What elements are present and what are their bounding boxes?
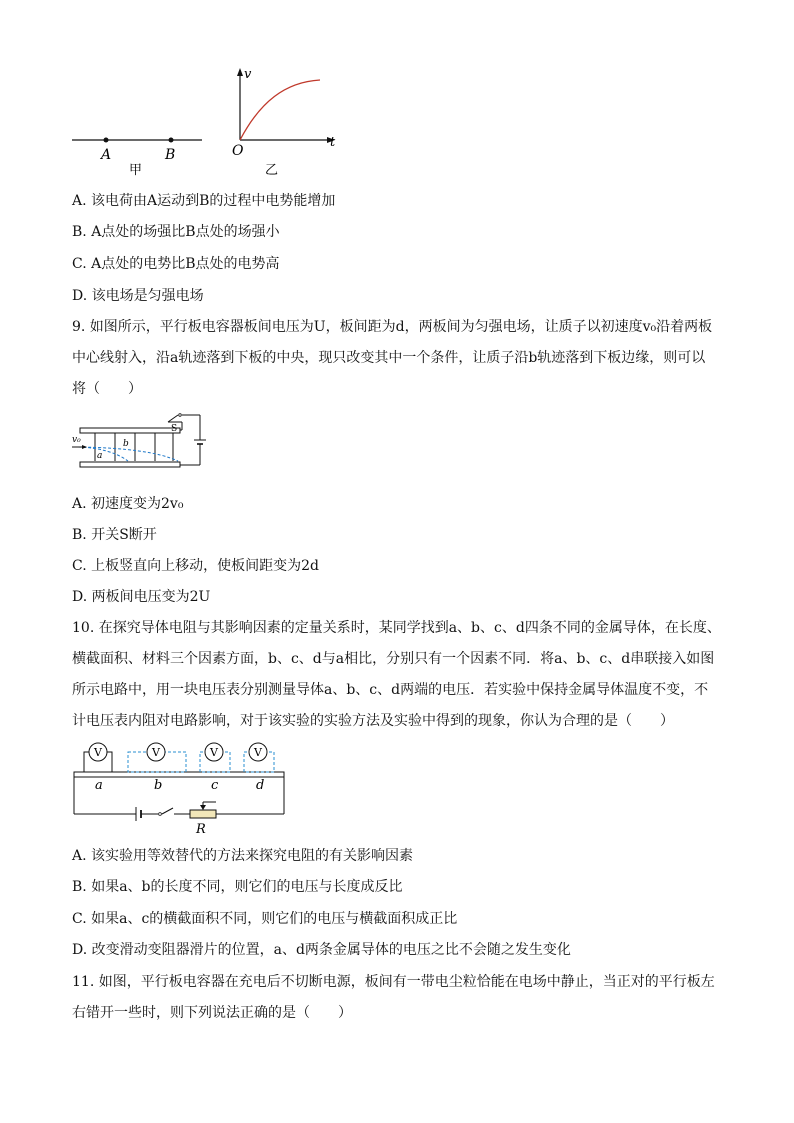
- q8-option-a: A. 该电荷由A运动到B的过程中电势能增加: [72, 193, 336, 209]
- q10-option-c: C. 如果a、c的横截面积不同，则它们的电压与横截面积成正比: [72, 911, 458, 927]
- q10-stem-line-4: 计电压表内阻对电路影响，对于该实验的实验方法及实验中得到的现象，你认为合理的是（ ）: [72, 713, 674, 729]
- q9-option-c: C. 上板竖直向上移动，使板间距变为2d: [72, 558, 319, 574]
- q8-option-c: C. A点处的电势比B点处的电势高: [72, 256, 280, 272]
- q8-option-d: D. 该电场是匀强电场: [72, 288, 204, 304]
- label-a: a: [95, 778, 103, 793]
- lower-plate: [80, 462, 180, 467]
- label-a: A: [101, 147, 112, 163]
- q9-stem-line-2: 中心线射入，沿a轨迹落到下板的中央，现只改变其中一个条件，让质子沿b轨迹落到下板边缘，则可以: [72, 350, 706, 366]
- point-b: [169, 138, 174, 143]
- q10-option-d: D. 改变滑动变阻器滑片的位置，a、d两条金属导体的电压之比不会随之发生变化: [72, 942, 571, 958]
- voltmeter-b-label: V: [152, 746, 160, 759]
- q9-capacitor-figure: [70, 410, 220, 480]
- upper-plate: [80, 428, 180, 433]
- q10-stem-line-3: 所示电路中，用一块电压表分别测量导体a、b、c、d两端的电压．若实验中保持金属导体温度不变，不: [72, 682, 709, 698]
- q9-option-d: D. 两板间电压变为2U: [72, 589, 211, 605]
- q8-option-b: B. A点处的场强比B点处的场强小: [72, 224, 280, 240]
- point-a: [104, 138, 109, 143]
- label-c: c: [211, 778, 219, 793]
- q9-option-b: B. 开关S断开: [72, 527, 157, 543]
- voltmeter-c-label: V: [210, 746, 218, 759]
- q10-stem-line-1: 10. 在探究导体电阻与其影响因素的定量关系时，某同学找到a、b、c、d四条不同的金属导体，在长度、: [72, 620, 721, 636]
- switch-contact: [159, 813, 162, 816]
- label-b: b: [123, 439, 129, 449]
- entry-arrowhead: [82, 445, 87, 449]
- label-jia: 甲: [129, 163, 143, 178]
- label-r: R: [196, 822, 206, 837]
- q10-stem-line-2: 横截面积、材料三个因素方面，b、c、d与a相比，分别只有一个因素不同．将a、b、c、d串联接入如图: [72, 651, 715, 667]
- trajectory-b: [78, 447, 178, 461]
- q9-stem-line-3: 将（ ）: [72, 381, 142, 397]
- q11-stem-line-1: 11. 如图，平行板电容器在充电后不切断电源，板间有一带电尘粒恰能在电场中静止，当正对的平行板左: [72, 974, 715, 990]
- switch-blade: [168, 415, 178, 422]
- q10-option-a: A. 该实验用等效替代的方法来探究电阻的有关影响因素: [72, 848, 414, 864]
- label-a: a: [97, 451, 103, 461]
- switch-contact: [179, 414, 182, 417]
- v-axis-arrow: [237, 68, 243, 76]
- voltmeter-a-label: V: [94, 746, 102, 759]
- switch-blade: [162, 808, 173, 814]
- q10-option-b: B. 如果a、b的长度不同，则它们的电压与长度成反比: [72, 879, 403, 895]
- voltmeter-d-label: V: [254, 746, 262, 759]
- rheostat: [190, 810, 216, 818]
- label-s: S: [171, 424, 178, 434]
- conductor-bar: [74, 772, 284, 777]
- label-yi: 乙: [265, 163, 279, 178]
- q11-stem-line-2: 右错开一些时，则下列说法正确的是（ ）: [72, 1005, 352, 1021]
- q10-circuit-figure: [66, 738, 296, 838]
- q9-stem-line-1: 9. 如图所示，平行板电容器板间电压为U，板间距为d，两板间为匀强电场，让质子以初速度v₀沿着两板: [72, 319, 713, 335]
- label-v: v: [244, 67, 252, 82]
- figure-jia-yi: [60, 60, 350, 190]
- rheostat-slider-arrow: [200, 805, 206, 810]
- v-t-curve: [240, 80, 320, 140]
- label-t: t: [330, 135, 336, 150]
- q9-option-a: A. 初速度变为2v₀: [72, 496, 184, 512]
- label-d: d: [256, 778, 265, 793]
- label-o: O: [232, 143, 244, 159]
- label-b: b: [154, 778, 163, 793]
- label-b: B: [165, 147, 176, 163]
- label-v0: v₀: [72, 435, 81, 445]
